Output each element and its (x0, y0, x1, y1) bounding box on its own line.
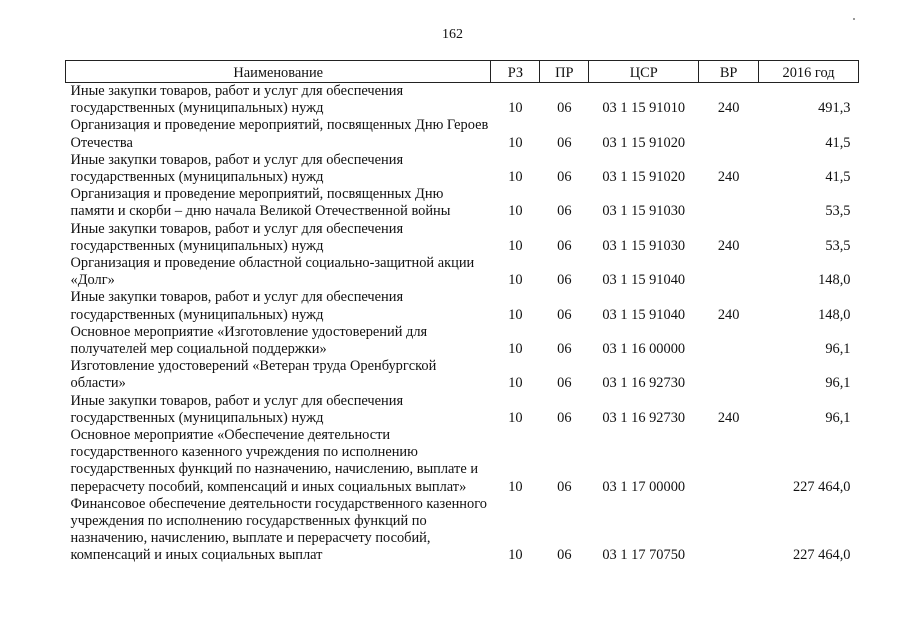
cell-rz: 10 (508, 203, 523, 220)
cell-name: Иные закупки товаров, работ и услуг для обеспечения государственных (муниципальных) нужд (70, 151, 404, 186)
header-vr: ВР (699, 61, 759, 83)
cell-name: Финансовое обеспечение деятельности государственного казенного учреждения по исполнению государственных функций по назначению, начислению, выплате и перерасчету пособий, компенсаций и иных социальных выплат (70, 495, 487, 564)
cell-name: Иные закупки товаров, работ и услуг для обеспечения государственных (муниципальных) нужд (70, 392, 404, 426)
cell-vr (699, 117, 759, 151)
cell-csr: 03 1 15 91020 (602, 134, 686, 151)
cell-vr: 240 (717, 237, 740, 254)
cell-amount: 96,1 (825, 375, 851, 392)
cell-name: Основное мероприятие «Изготовление удостоверений для получателей мер социальной поддержки» (70, 323, 428, 358)
cell-amount: 96,1 (825, 409, 851, 426)
cell-name: Иные закупки товаров, работ и услуг для обеспечения государственных (муниципальных) нужд (70, 220, 404, 254)
cell-name: Организация и проведение областной социально-защитной акции «Долг» (70, 255, 475, 289)
page-number: 162 (442, 27, 463, 42)
table-row (66, 186, 859, 220)
table-row (66, 358, 859, 392)
cell-vr (699, 324, 759, 358)
cell-csr: 03 1 16 00000 (602, 341, 686, 358)
table-row (66, 221, 859, 255)
header-year: 2016 год (759, 61, 859, 83)
cell-csr: 03 1 17 70750 (602, 547, 686, 564)
table-row (66, 255, 859, 289)
cell-pr: 06 (557, 169, 572, 186)
cell-rz: 10 (508, 100, 523, 117)
cell-csr: 03 1 15 91030 (602, 203, 686, 220)
cell-rz: 10 (508, 478, 523, 495)
cell-amount: 227 464,0 (792, 547, 851, 564)
scan-speck (853, 18, 855, 20)
cell-name: Организация и проведение мероприятий, посвященных Дню памяти и скорби – дню начала Великой Отечественной войны (70, 186, 451, 220)
cell-amount: 53,5 (825, 237, 851, 254)
table-row (66, 393, 859, 427)
cell-csr: 03 1 15 91040 (602, 272, 686, 289)
cell-amount: 41,5 (825, 169, 851, 186)
table-row (66, 427, 859, 496)
header-pr: ПР (540, 61, 589, 83)
cell-rz: 10 (508, 169, 523, 186)
cell-name: Организация и проведение мероприятий, посвященных Дню Героев Отечества (70, 117, 489, 151)
header-csr: ЦСР (589, 61, 699, 83)
cell-name: Иные закупки товаров, работ и услуг для обеспечения государственных (муниципальных) нужд (70, 289, 404, 323)
cell-amount: 41,5 (825, 134, 851, 151)
cell-amount: 148,0 (818, 272, 851, 289)
table-row (66, 324, 859, 358)
cell-name: Иные закупки товаров, работ и услуг для обеспечения государственных (муниципальных) нужд (70, 83, 404, 117)
cell-amount: 491,3 (818, 100, 851, 117)
cell-pr: 06 (557, 547, 572, 564)
cell-pr: 06 (557, 478, 572, 495)
cell-csr: 03 1 17 00000 (602, 478, 686, 495)
cell-rz: 10 (508, 341, 523, 358)
cell-pr: 06 (557, 203, 572, 220)
cell-rz: 10 (508, 375, 523, 392)
cell-pr: 06 (557, 100, 572, 117)
cell-csr: 03 1 15 91010 (602, 100, 686, 117)
cell-pr: 06 (557, 409, 572, 426)
cell-amount: 96,1 (825, 341, 851, 358)
cell-vr: 240 (717, 100, 740, 117)
cell-amount: 227 464,0 (792, 478, 851, 495)
cell-vr (699, 186, 759, 220)
table-header-row (66, 61, 859, 83)
cell-rz: 10 (508, 272, 523, 289)
cell-vr (699, 255, 759, 289)
cell-vr: 240 (717, 409, 740, 426)
cell-rz: 10 (508, 237, 523, 254)
cell-amount: 53,5 (825, 203, 851, 220)
header-name: Наименование (66, 61, 491, 83)
cell-csr: 03 1 15 91030 (602, 237, 686, 254)
header-rz: РЗ (491, 61, 540, 83)
cell-pr: 06 (557, 134, 572, 151)
cell-vr (699, 427, 759, 496)
cell-rz: 10 (508, 547, 523, 564)
table-row (66, 152, 859, 186)
cell-pr: 06 (557, 375, 572, 392)
cell-pr: 06 (557, 306, 572, 323)
cell-csr: 03 1 15 91020 (602, 169, 686, 186)
cell-amount: 148,0 (818, 306, 851, 323)
table-row (66, 496, 859, 565)
table-row (66, 83, 859, 118)
cell-vr: 240 (717, 169, 740, 186)
cell-vr: 240 (717, 306, 740, 323)
cell-csr: 03 1 16 92730 (602, 409, 686, 426)
cell-name: Изготовление удостоверений «Ветеран труда Оренбургской области» (70, 358, 437, 392)
budget-table (65, 60, 859, 565)
cell-vr (699, 496, 759, 565)
table-row (66, 289, 859, 323)
cell-rz: 10 (508, 134, 523, 151)
cell-csr: 03 1 15 91040 (602, 306, 686, 323)
cell-name: Основное мероприятие «Обеспечение деятельности государственного казенного учреждения по исполнению государственных функций по назначению, начислению, выплате и перерасчету пособий, компенсаций и иных социальных выплат» (70, 427, 479, 495)
cell-rz: 10 (508, 409, 523, 426)
cell-csr: 03 1 16 92730 (602, 375, 686, 392)
cell-pr: 06 (557, 272, 572, 289)
table-row (66, 117, 859, 151)
cell-pr: 06 (557, 341, 572, 358)
cell-pr: 06 (557, 237, 572, 254)
cell-rz: 10 (508, 306, 523, 323)
cell-vr (699, 358, 759, 392)
